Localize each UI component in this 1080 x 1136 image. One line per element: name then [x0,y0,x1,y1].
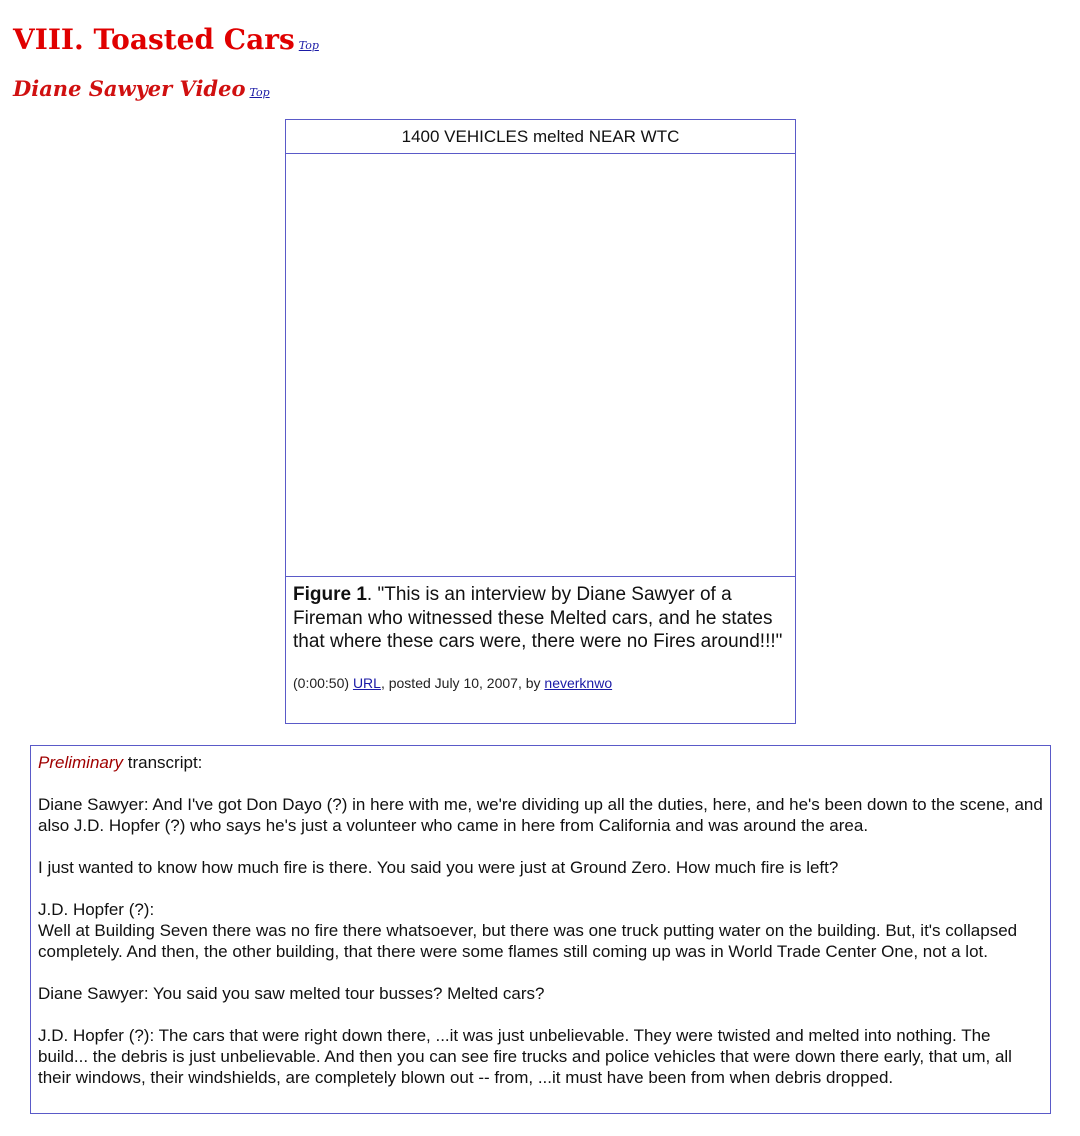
preliminary-label: Preliminary [38,753,124,772]
transcript-paragraph: I just wanted to know how much fire is there. You said you were just at Ground Zero. How much fire is left? [38,858,839,877]
section-top-link[interactable]: Top [249,86,270,99]
transcript-paragraph: Diane Sawyer: And I've got Don Dayo (?) in here with me, we're dividing up all the duties, here, and he's been down to the scene, and also J.D. Hopfer (?) who says he's just a volunteer who came in here from California and was around the area. [38,795,1043,835]
transcript-heading [38,752,1044,773]
caption-text-block [293,583,788,654]
author-link[interactable]: neverknwo [544,674,613,691]
transcript-paragraph: J.D. Hopfer (?): The cars that were right down there, ...it was just unbelievable. They were twisted and melted into nothing. The build... the debris is just unbelievable. And then you can see fire trucks and police vehicles that were down there early, that um, all their windows, their windshields, are completely blown out -- from, ...it must have been from when debris dropped. [38,1026,1012,1087]
figure-title: 1400 VEHICLES melted NEAR WTC [286,120,795,154]
page-heading-text: VIII. Toasted Cars [13,23,295,56]
video-duration: (0:00:50) [293,674,350,691]
transcript-paragraph [38,899,1044,962]
caption-label: Figure 1 [293,584,367,605]
transcript-heading-text: transcript: [123,753,203,772]
caption-text: . "This is an interview by Diane Sawyer of a Fireman who witnessed these Melted cars, and he states that where these cars were, there were no Fires around!!!" [293,584,783,652]
section-heading-text: Diane Sawyer Video [13,76,246,101]
video-figure [285,119,796,724]
top-link[interactable]: Top [298,39,319,52]
video-player[interactable] [286,154,795,577]
figure-caption [286,577,795,692]
transcript-box [30,745,1051,1114]
section-heading [13,73,270,109]
url-link[interactable]: URL [352,674,381,691]
transcript-answer: Well at Building Seven there was no fire there whatsoever, but there was one truck putting water on the building. But, it's collapsed completely. And then, the other building, that there were some flames still coming up was in World Trade Center One, not a lot. [38,921,1018,961]
posted-text: , posted July 10, 2007, by [380,674,541,691]
page-heading [13,20,319,66]
speaker-label: J.D. Hopfer (?): [38,900,155,919]
transcript-paragraph: Diane Sawyer: You said you saw melted tour busses? Melted cars? [38,984,545,1003]
caption-meta [293,674,788,692]
